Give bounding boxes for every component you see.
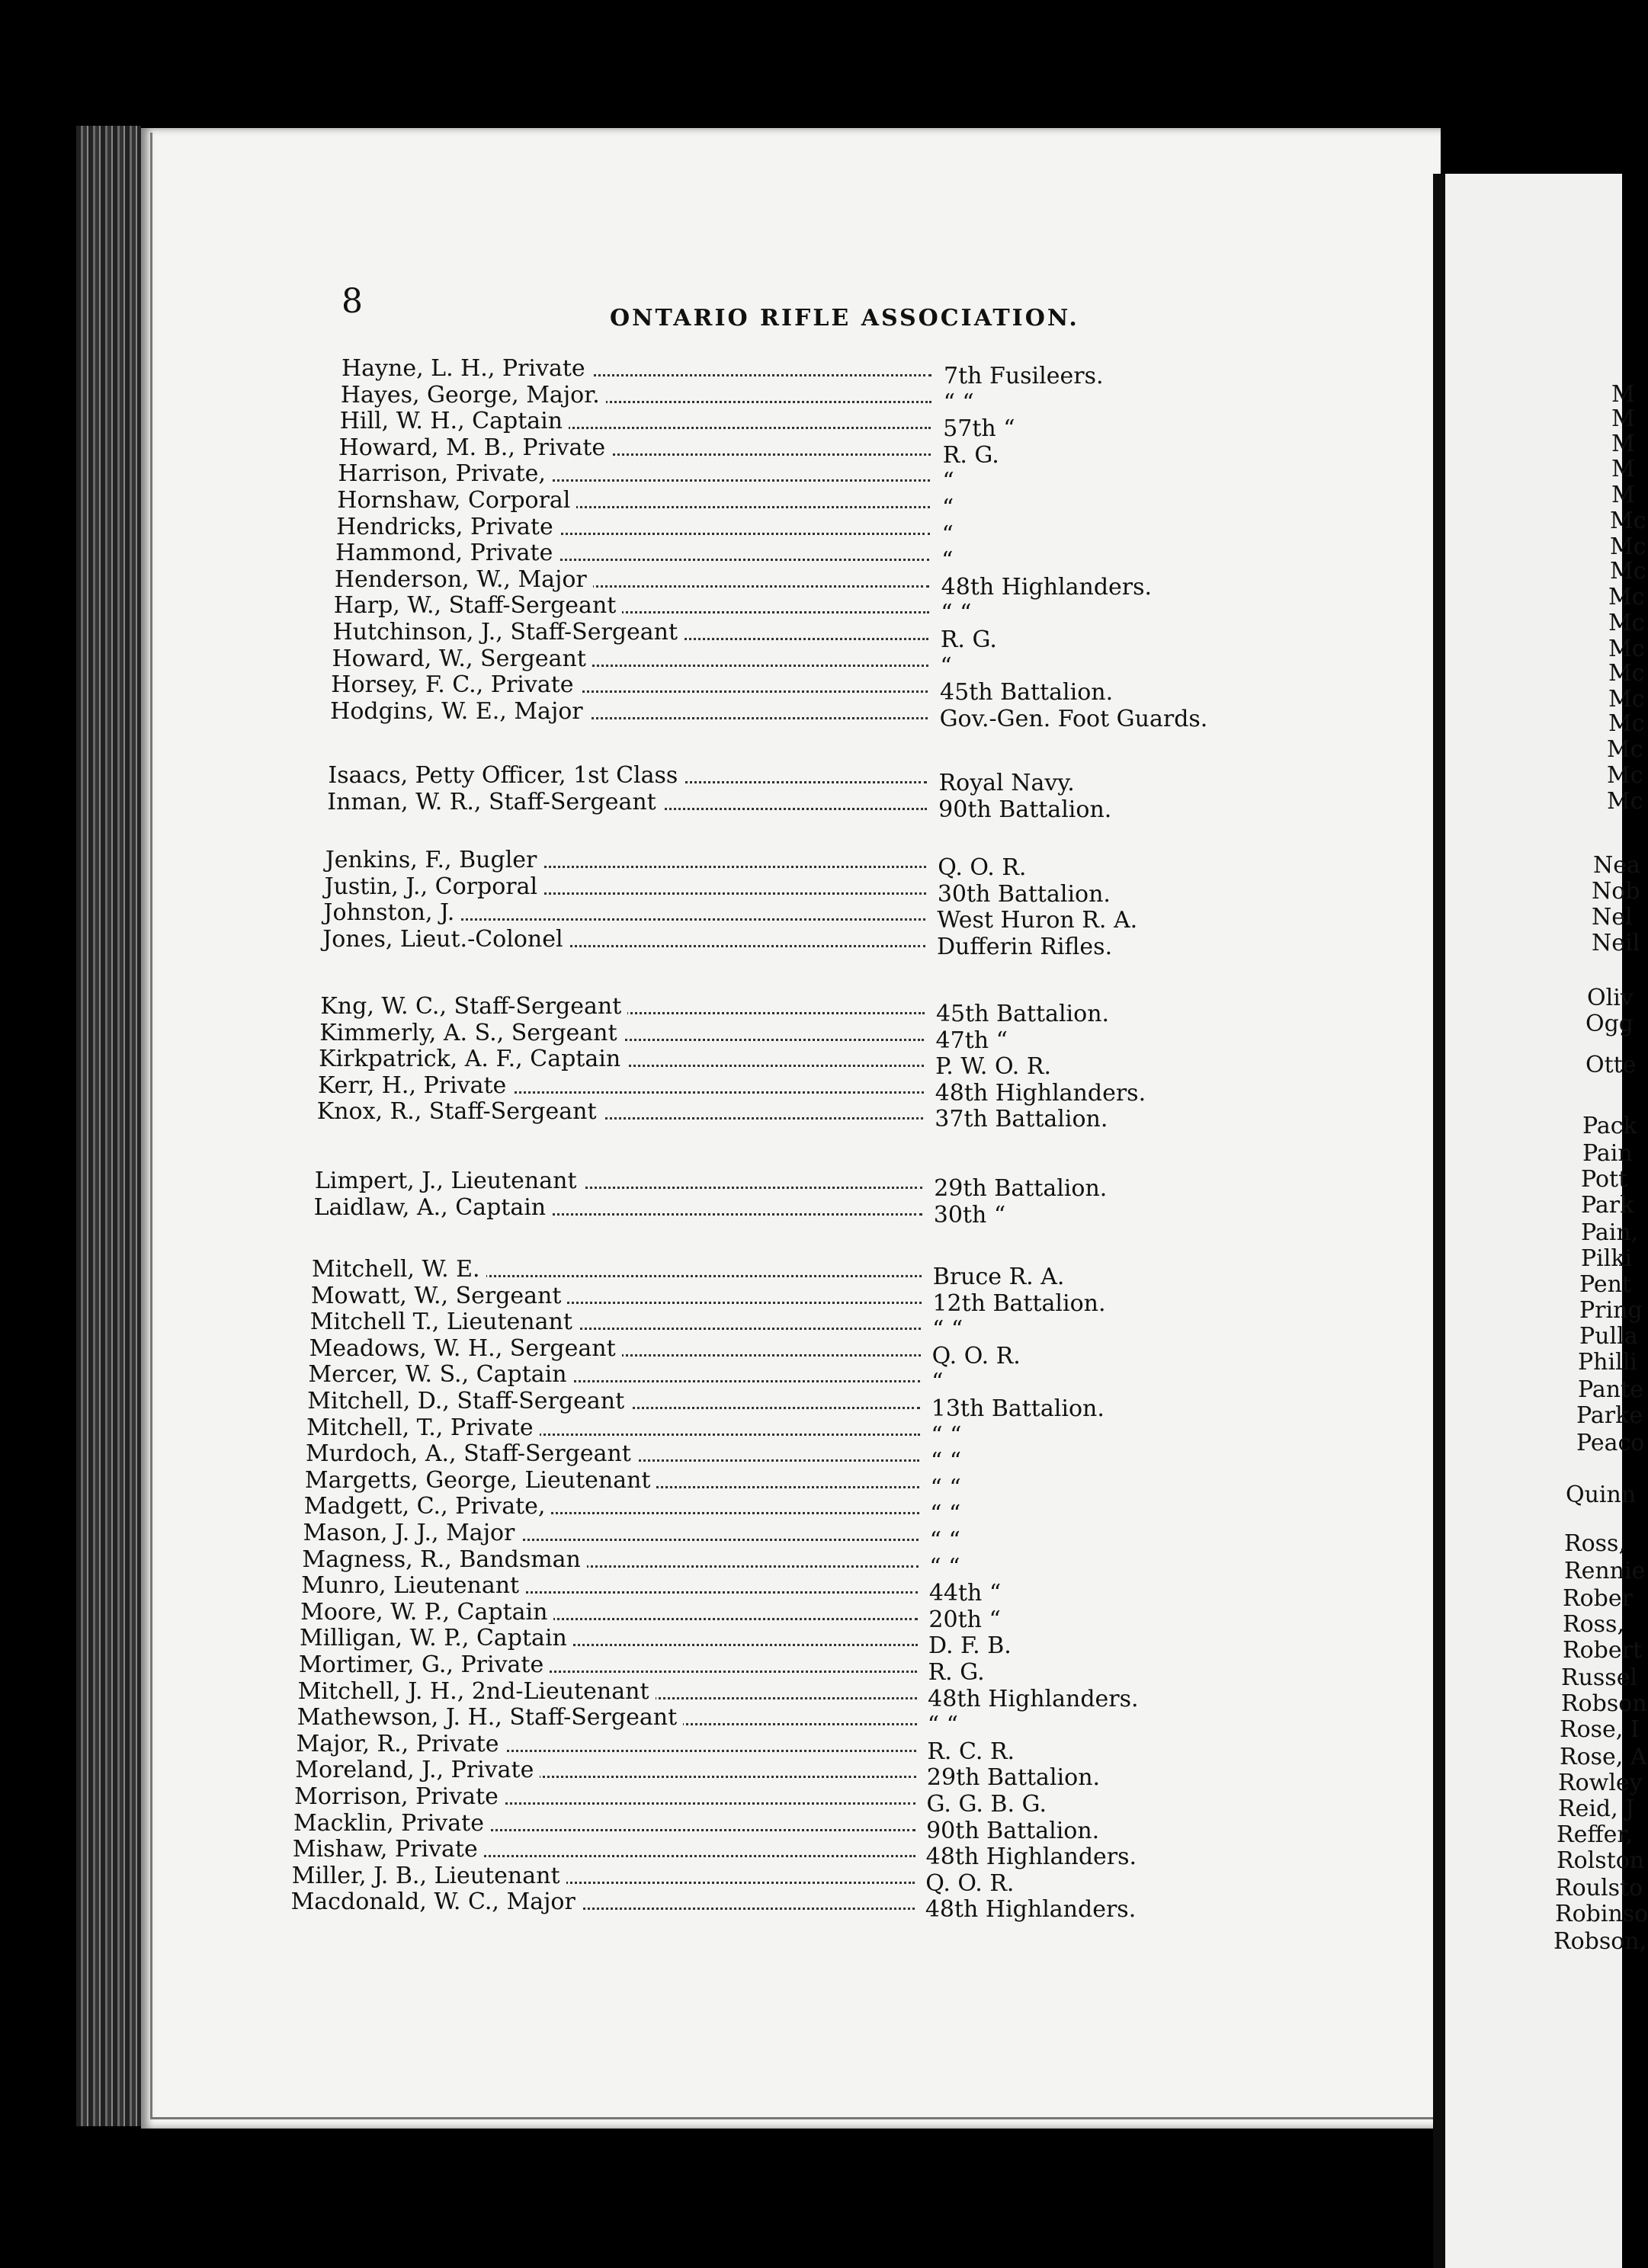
entry-unit: 48th Highlanders. — [919, 1896, 1136, 1923]
entry-unit: 90th Battalion. — [920, 1818, 1099, 1844]
entry-name: Mercer, W. S., Captain — [308, 1361, 572, 1388]
entry-unit: 29th Battalion. — [921, 1764, 1100, 1791]
roster-entry — [338, 434, 1433, 469]
entry-unit: 44th “ — [923, 1580, 1001, 1606]
roster-entry — [320, 993, 1433, 1027]
roster-entry — [323, 899, 1433, 934]
book-edge — [76, 126, 141, 2126]
facing-page-fragment: Rober — [1563, 1585, 1633, 1612]
roster-entry — [306, 1414, 1433, 1449]
entry-unit: “ — [936, 521, 954, 548]
facing-page-fragment: Pilki — [1581, 1245, 1633, 1272]
entry-name: Inman, W. R., Staff-Sergeant — [327, 789, 662, 815]
entry-unit: 29th Battalion. — [928, 1175, 1107, 1202]
entry-unit: R. G. — [937, 442, 999, 469]
entry-name: Kng, W. C., Staff-Sergeant — [320, 993, 627, 1020]
roster-entry — [304, 1466, 1433, 1501]
facing-page-fragment: Neil — [1592, 930, 1640, 956]
facing-page-fragment: Mc — [1607, 762, 1643, 789]
entry-unit: “ “ — [938, 389, 974, 416]
roster-entry — [300, 1598, 1433, 1633]
roster-entry — [341, 355, 1433, 389]
entry-unit: “ “ — [925, 1422, 961, 1449]
roster-entry — [302, 1546, 1433, 1581]
entry-unit: 45th Battalion. — [930, 1001, 1109, 1027]
entry-unit: “ “ — [922, 1712, 958, 1738]
entry-name: Madgett, C., Private, — [304, 1493, 552, 1520]
entry-name: Mitchell, J. H., 2nd-Lieutenant — [298, 1678, 656, 1705]
facing-page-fragment: Quinn — [1566, 1482, 1637, 1508]
facing-page-fragment: M — [1611, 456, 1635, 482]
entry-unit: 48th Highlanders. — [922, 1686, 1138, 1712]
entry-name: Mowatt, W., Sergeant — [311, 1283, 568, 1309]
entry-name: Jones, Lieut.-Colonel — [322, 926, 569, 953]
facing-page-fragment: Parke — [1576, 1402, 1643, 1429]
facing-page-fragment: Rowley — [1558, 1770, 1643, 1796]
facing-page-fragment: Reffer, — [1557, 1821, 1633, 1848]
facing-page — [1433, 174, 1648, 2268]
facing-page-fragment: Mc — [1610, 558, 1646, 585]
facing-page-fragment: Mc — [1610, 533, 1646, 560]
roster-entry — [310, 1282, 1433, 1317]
entry-unit: Q. O. R. — [931, 854, 1026, 881]
roster-entry — [337, 487, 1433, 521]
entry-name: Hendricks, Private — [336, 514, 559, 540]
entry-unit: “ — [935, 547, 953, 574]
entry-unit: D. F. B. — [922, 1632, 1012, 1659]
roster-entry — [319, 1046, 1433, 1081]
facing-page-fragment: Pring — [1579, 1297, 1643, 1324]
roster-entry — [296, 1730, 1433, 1765]
facing-page-fragment: Rennie — [1564, 1558, 1646, 1584]
roster-entry — [306, 1440, 1433, 1475]
facing-page-fragment: Nea — [1593, 852, 1640, 879]
roster-entry — [298, 1651, 1433, 1686]
entry-unit: G. G. B. G. — [921, 1791, 1047, 1818]
roster-entry — [334, 565, 1433, 601]
facing-page-fragment: Mc — [1608, 660, 1645, 687]
roster-entry — [295, 1757, 1433, 1792]
roster-entry — [291, 1862, 1433, 1897]
roster-entry — [294, 1783, 1433, 1818]
entry-name: Hill, W. H., Captain — [340, 408, 569, 434]
facing-page-fragment: Reid, J — [1558, 1796, 1635, 1822]
facing-page-fragment: Ross, — [1564, 1530, 1626, 1557]
entry-name: Mishaw, Private — [293, 1836, 484, 1863]
entry-unit: 30th “ — [928, 1202, 1005, 1228]
entry-name: Miller, J. B., Lieutenant — [292, 1863, 566, 1889]
roster-entry — [339, 408, 1433, 443]
roster-entry — [331, 671, 1433, 706]
facing-page-fragment: Pain, — [1581, 1219, 1639, 1246]
entry-name: Isaacs, Petty Officer, 1st Class — [328, 762, 684, 789]
entry-name: Munro, Lieutenant — [301, 1572, 525, 1599]
entry-unit: 47th “ — [930, 1027, 1008, 1054]
entry-unit: 57th “ — [937, 415, 1015, 442]
roster-entry — [322, 925, 1433, 960]
facing-page-fragment: Rose, A — [1560, 1744, 1647, 1770]
entry-name: Hayne, L. H., Private — [341, 355, 592, 382]
facing-page-fragment: Pain — [1582, 1140, 1633, 1167]
entry-name: Macklin, Private — [293, 1810, 490, 1837]
facing-page-fragment: Mc — [1608, 610, 1645, 636]
entry-unit: “ — [936, 468, 954, 495]
roster-entry — [308, 1361, 1433, 1396]
entry-name: Morrison, Private — [294, 1783, 505, 1810]
facing-page-fragment: Philli — [1578, 1349, 1637, 1376]
roster-entry — [293, 1809, 1433, 1844]
entry-unit: 90th Battalion. — [932, 796, 1111, 823]
roster-entry — [317, 1072, 1433, 1107]
entry-unit: 7th Fusileers. — [938, 363, 1104, 389]
roster-entry — [336, 513, 1433, 548]
facing-page-fragment: Russel — [1561, 1664, 1638, 1691]
entry-unit: Gov.-Gen. Foot Guards. — [934, 706, 1208, 732]
entry-name: Mitchell, D., Staff-Sergeant — [307, 1388, 630, 1414]
entry-name: Kimmerly, A. S., Sergeant — [319, 1020, 623, 1046]
facing-page-fragment: Robson, — [1553, 1928, 1647, 1955]
roster-entry — [309, 1334, 1433, 1369]
entry-unit: “ “ — [924, 1475, 960, 1501]
roster-entry — [333, 592, 1433, 627]
entry-name: Justin, J., Corporal — [325, 873, 544, 900]
entry-unit: 30th Battalion. — [931, 881, 1111, 908]
entry-name: Magness, R., Bandsman — [302, 1546, 586, 1573]
facing-page-fragment: Nel — [1592, 904, 1633, 931]
facing-page-fragment: Ross, — [1563, 1611, 1624, 1638]
entry-unit: “ “ — [926, 1316, 963, 1343]
entry-unit: “ “ — [925, 1448, 961, 1475]
facing-page-fragment: Robinso — [1555, 1901, 1648, 1927]
entry-name: Mason, J. J., Major — [303, 1520, 521, 1546]
entry-name: Hammond, Private — [335, 540, 559, 566]
entry-unit: Royal Navy. — [933, 770, 1075, 796]
facing-page-fragment: Roulsto — [1555, 1875, 1643, 1901]
roster-entry — [303, 1520, 1433, 1554]
running-head: ONTARIO RIFLE ASSOCIATION. — [610, 305, 1079, 332]
entry-name: Moreland, J., Private — [295, 1757, 540, 1783]
entry-name: Kirkpatrick, A. F., Captain — [319, 1046, 627, 1072]
roster-entry — [324, 873, 1433, 908]
facing-page-fragment: Mc — [1608, 636, 1645, 662]
roster-entry — [292, 1836, 1433, 1871]
roster-entry — [300, 1625, 1433, 1660]
entry-name: Margetts, George, Lieutenant — [305, 1467, 657, 1494]
roster-entry — [332, 619, 1433, 653]
roster-entry — [330, 697, 1433, 732]
facing-page-fragment: Robert — [1563, 1637, 1643, 1664]
entry-name: Moore, W. P., Captain — [300, 1599, 553, 1626]
entry-unit: R. G. — [935, 626, 997, 653]
entry-unit: “ — [936, 495, 954, 521]
entry-unit: Q. O. R. — [926, 1343, 1021, 1369]
facing-page-fragment: Oliv — [1587, 985, 1634, 1011]
roster-entry — [340, 381, 1433, 416]
entry-unit: West Huron R. A. — [931, 907, 1137, 934]
facing-page-fragment: M — [1611, 482, 1635, 508]
facing-page-fragment: Mc — [1607, 736, 1643, 763]
facing-page-fragment: Nob — [1592, 878, 1640, 905]
entry-unit: 48th Highlanders. — [929, 1080, 1146, 1107]
entry-name: Hornshaw, Corporal — [337, 487, 576, 514]
entry-name: Harp, W., Staff-Sergeant — [334, 592, 623, 619]
entry-name: Henderson, W., Major — [335, 566, 593, 593]
entry-unit: 45th Battalion. — [934, 679, 1113, 706]
roster-entry — [327, 788, 1433, 823]
facing-page-fragment: Mc — [1608, 710, 1645, 737]
roster-entry — [325, 847, 1433, 881]
entry-name: Horsey, F. C., Private — [331, 671, 579, 698]
entry-name: Murdoch, A., Staff-Sergeant — [306, 1440, 637, 1467]
entry-unit: Dufferin Rifles. — [931, 934, 1112, 960]
facing-page-fragment: Otte — [1585, 1052, 1637, 1078]
roster-entry — [328, 762, 1433, 796]
facing-page-fragment: Pack — [1582, 1113, 1637, 1139]
entry-name: Hutchinson, J., Staff-Sergeant — [333, 619, 684, 645]
entry-name: Limpert, J., Lieutenant — [315, 1168, 583, 1194]
entry-name: Meadows, W. H., Sergeant — [309, 1335, 622, 1362]
roster-entry — [319, 1019, 1433, 1054]
entry-unit: “ — [925, 1369, 943, 1395]
entry-name: Major, R., Private — [296, 1731, 505, 1757]
roster-entry — [303, 1493, 1433, 1528]
facing-page-fragment: Rose, I — [1560, 1716, 1640, 1743]
entry-unit: 37th Battalion. — [928, 1106, 1108, 1132]
entry-unit: 13th Battalion. — [925, 1395, 1105, 1422]
entry-unit: “ — [934, 653, 951, 680]
roster-entry — [297, 1704, 1433, 1739]
facing-page-fragment: M — [1611, 405, 1635, 432]
entry-unit: 48th Highlanders. — [920, 1844, 1137, 1870]
facing-page-fragment: Mc — [1608, 686, 1645, 713]
entry-name: Kerr, H., Private — [318, 1072, 512, 1099]
roster-entry — [332, 645, 1433, 680]
entry-name: Knox, R., Staff-Sergeant — [317, 1098, 603, 1125]
entry-name: Milligan, W. P., Captain — [300, 1625, 573, 1651]
roster-entry — [311, 1256, 1433, 1290]
facing-page-fragment: Peaco — [1576, 1430, 1645, 1456]
facing-page-fragment: M — [1611, 431, 1635, 457]
roster-entry — [297, 1677, 1433, 1712]
roster-entry — [314, 1168, 1433, 1202]
entry-name: Howard, M. B., Private — [339, 434, 612, 461]
entry-unit: “ “ — [924, 1501, 960, 1527]
facing-page-fragment: Pott — [1581, 1166, 1628, 1193]
entry-unit: “ “ — [935, 600, 971, 626]
entry-name: Mortimer, G., Private — [299, 1651, 550, 1678]
entry-unit: 20th “ — [922, 1606, 1000, 1633]
roster-entry — [290, 1888, 1433, 1924]
facing-page-fragment: Ogg — [1585, 1011, 1634, 1037]
facing-page-fragment: Mc — [1610, 508, 1646, 534]
facing-page-fragment: Pulla — [1579, 1323, 1638, 1350]
entry-name: Hayes, George, Major. — [341, 382, 606, 408]
entry-unit: 12th Battalion. — [926, 1290, 1105, 1317]
entry-unit: R. G. — [922, 1659, 985, 1686]
entry-unit: “ “ — [924, 1527, 960, 1554]
entry-name: Hodgins, W. E., Major — [330, 698, 589, 725]
entry-unit: P. W. O. R. — [929, 1053, 1051, 1080]
roster-entry — [307, 1388, 1433, 1422]
entry-unit: Bruce R. A. — [927, 1264, 1065, 1290]
roster-entry — [316, 1098, 1433, 1133]
entry-name: Jenkins, F., Bugler — [325, 847, 543, 873]
entry-name: Macdonald, W. C., Major — [291, 1888, 582, 1915]
facing-page-fragment: Park — [1581, 1192, 1634, 1219]
entry-name: Mitchell, T., Private — [306, 1414, 539, 1441]
entry-unit: “ “ — [923, 1554, 960, 1581]
entry-name: Laidlaw, A., Captain — [314, 1194, 552, 1221]
entry-name: Howard, W., Sergeant — [332, 645, 592, 672]
roster-entry — [301, 1572, 1433, 1607]
facing-page-fragment: Pent — [1579, 1271, 1631, 1298]
entry-name: Mitchell, W. E. — [312, 1256, 486, 1283]
facing-page-fragment: Pante — [1578, 1376, 1643, 1403]
entry-unit: 48th Highlanders. — [935, 574, 1152, 601]
roster-entry — [335, 540, 1433, 575]
entry-name: Johnston, J. — [323, 899, 460, 926]
entry-unit: Q. O. R. — [919, 1870, 1014, 1897]
roster-entry — [309, 1309, 1433, 1344]
facing-page-fragment: Rolston — [1557, 1847, 1645, 1874]
roster-entry — [313, 1193, 1433, 1228]
entry-name: Mathewson, J. H., Staff-Sergeant — [297, 1704, 684, 1731]
page-number: 8 — [341, 282, 363, 321]
facing-page-fragment: Mc — [1608, 584, 1645, 610]
entry-unit: R. C. R. — [921, 1738, 1015, 1765]
entry-name: Harrison, Private, — [338, 460, 551, 487]
facing-page-fragment: Robson — [1561, 1690, 1647, 1717]
entry-name: Mitchell T., Lieutenant — [310, 1309, 579, 1335]
roster-entry — [338, 460, 1433, 495]
facing-page-fragment: Mc — [1607, 788, 1643, 815]
facing-page-fragment: M — [1611, 381, 1635, 408]
